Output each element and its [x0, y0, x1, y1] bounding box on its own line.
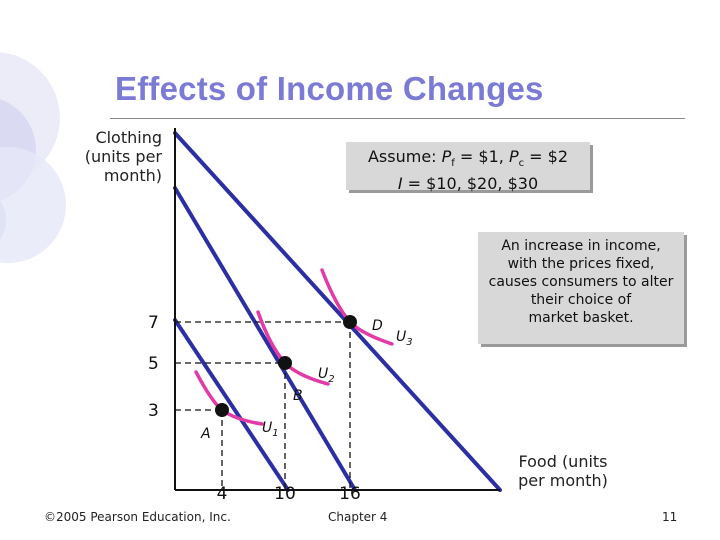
explanation-box — [478, 232, 684, 344]
y-tick-label: 3 — [148, 401, 159, 421]
x-tick-label: 4 — [216, 484, 228, 504]
footer-copyright: ©2005 Pearson Education, Inc. — [44, 510, 231, 524]
point-b — [278, 356, 292, 370]
y-tick-label: 7 — [148, 313, 159, 333]
assume-text: = $10, $20, $30 — [402, 174, 539, 194]
curve-label-letter: U — [262, 420, 273, 436]
explanation-line: causes consumers to alter — [488, 274, 674, 290]
x-axis-title — [498, 452, 628, 490]
footer-page-number: 11 — [662, 510, 678, 524]
slide-title: Effects of Income Changes — [115, 70, 544, 107]
curve-label-subscript: 1 — [272, 428, 279, 439]
assumption-box — [346, 142, 590, 194]
explanation-line: their choice of — [530, 292, 632, 308]
assume-text: = $2 — [524, 147, 569, 166]
bundle-points — [215, 315, 357, 417]
x-axis-title-line: Food (units — [518, 452, 608, 471]
curve-label-u3 — [396, 329, 413, 348]
point-label-a: A — [201, 426, 211, 442]
point-a — [215, 403, 229, 417]
assume-text: Assume: — [367, 147, 442, 166]
point-label-b: B — [293, 388, 303, 404]
point-d — [343, 315, 357, 329]
point-label-d: D — [372, 318, 383, 334]
assume-text: = $1, — [454, 147, 509, 166]
price-symbol: P — [508, 147, 519, 166]
explanation-line: An increase in income, — [501, 238, 661, 254]
assumption-income — [346, 174, 590, 194]
x-tick-label: 16 — [339, 484, 361, 504]
curve-label-letter: U — [396, 329, 407, 345]
price-subscript: f — [451, 158, 455, 170]
footer-chapter: Chapter 4 — [328, 510, 388, 524]
dashed-guides — [175, 322, 350, 490]
explanation-line: with the prices fixed, — [507, 256, 655, 272]
x-axis-title-line: per month) — [518, 471, 608, 490]
curve-label-subscript: 2 — [328, 374, 335, 385]
price-symbol: P — [441, 147, 452, 166]
x-tick-label: 10 — [274, 484, 296, 504]
curve-label-u1 — [262, 420, 279, 439]
y-tick-label: 5 — [148, 354, 159, 374]
explanation-line: market basket. — [528, 310, 634, 326]
curve-label-letter: U — [318, 366, 329, 382]
income-symbol: I — [397, 174, 403, 194]
assumption-prices — [346, 147, 590, 174]
y-axis-title-line: Clothing — [95, 128, 162, 147]
y-axis-title-line: month) — [103, 166, 162, 185]
y-axis-title-line: (units per — [84, 147, 162, 166]
price-subscript: c — [518, 158, 525, 170]
curve-label-subscript: 3 — [406, 337, 413, 348]
